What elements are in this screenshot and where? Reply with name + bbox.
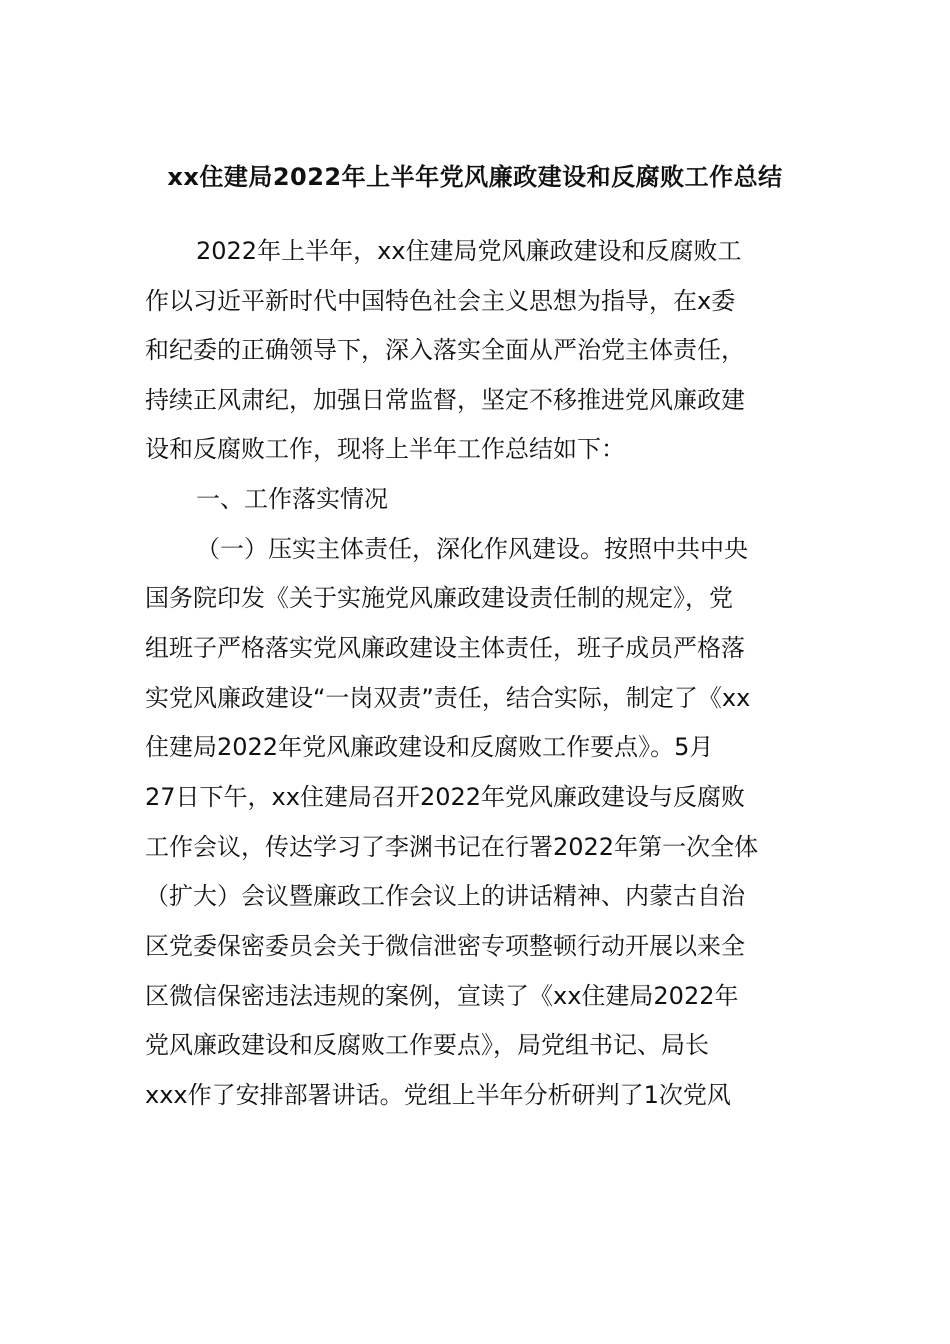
intro-line: 设和反腐败工作，现将上半年工作总结如下：: [145, 435, 625, 463]
subsection-line: 区微信保密违法违规的案例，宣读了《xx住建局2022年: [145, 982, 739, 1010]
document-title: xx住建局2022年上半年党风廉政建设和反腐败工作总结: [167, 163, 783, 191]
intro-line: 和纪委的正确领导下，深入落实全面从严治党主体责任，: [145, 336, 745, 364]
section-heading: 一、工作落实情况: [196, 485, 388, 513]
subsection-line: 党风廉政建设和反腐败工作要点》，局党组书记、局长: [145, 1031, 709, 1059]
subsection-line: 国务院印发《关于实施党风廉政建设责任制的规定》，党: [145, 584, 733, 612]
subsection-line: 组班子严格落实党风廉政建设主体责任，班子成员严格落: [145, 634, 745, 662]
subsection-line: 实党风廉政建设“一岗双责”责任，结合实际，制定了《xx: [145, 684, 751, 712]
subsection-line: 住建局2022年党风廉政建设和反腐败工作要点》。5月: [145, 733, 714, 761]
subsection-line: 工作会议，传达学习了李渊书记在行署2022年第一次全体: [145, 833, 759, 861]
subsection-line: 27日下午，xx住建局召开2022年党风廉政建设与反腐败: [145, 783, 746, 811]
intro-line: 持续正风肃纪，加强日常监督，坚定不移推进党风廉政建: [145, 386, 745, 414]
intro-line: 2022年上半年，xx住建局党风廉政建设和反腐败工: [196, 237, 742, 265]
subsection-line: （一）压实主体责任，深化作风建设。按照中共中央: [196, 535, 748, 563]
subsection-line: （扩大）会议暨廉政工作会议上的讲话精神、内蒙古自治: [145, 882, 745, 910]
subsection-line: 区党委保密委员会关于微信泄密专项整顿行动开展以来全: [145, 932, 745, 960]
intro-line: 作以习近平新时代中国特色社会主义思想为指导，在x委: [145, 287, 736, 315]
subsection-line: xxx作了安排部署讲话。党组上半年分析研判了1次党风: [145, 1081, 731, 1109]
